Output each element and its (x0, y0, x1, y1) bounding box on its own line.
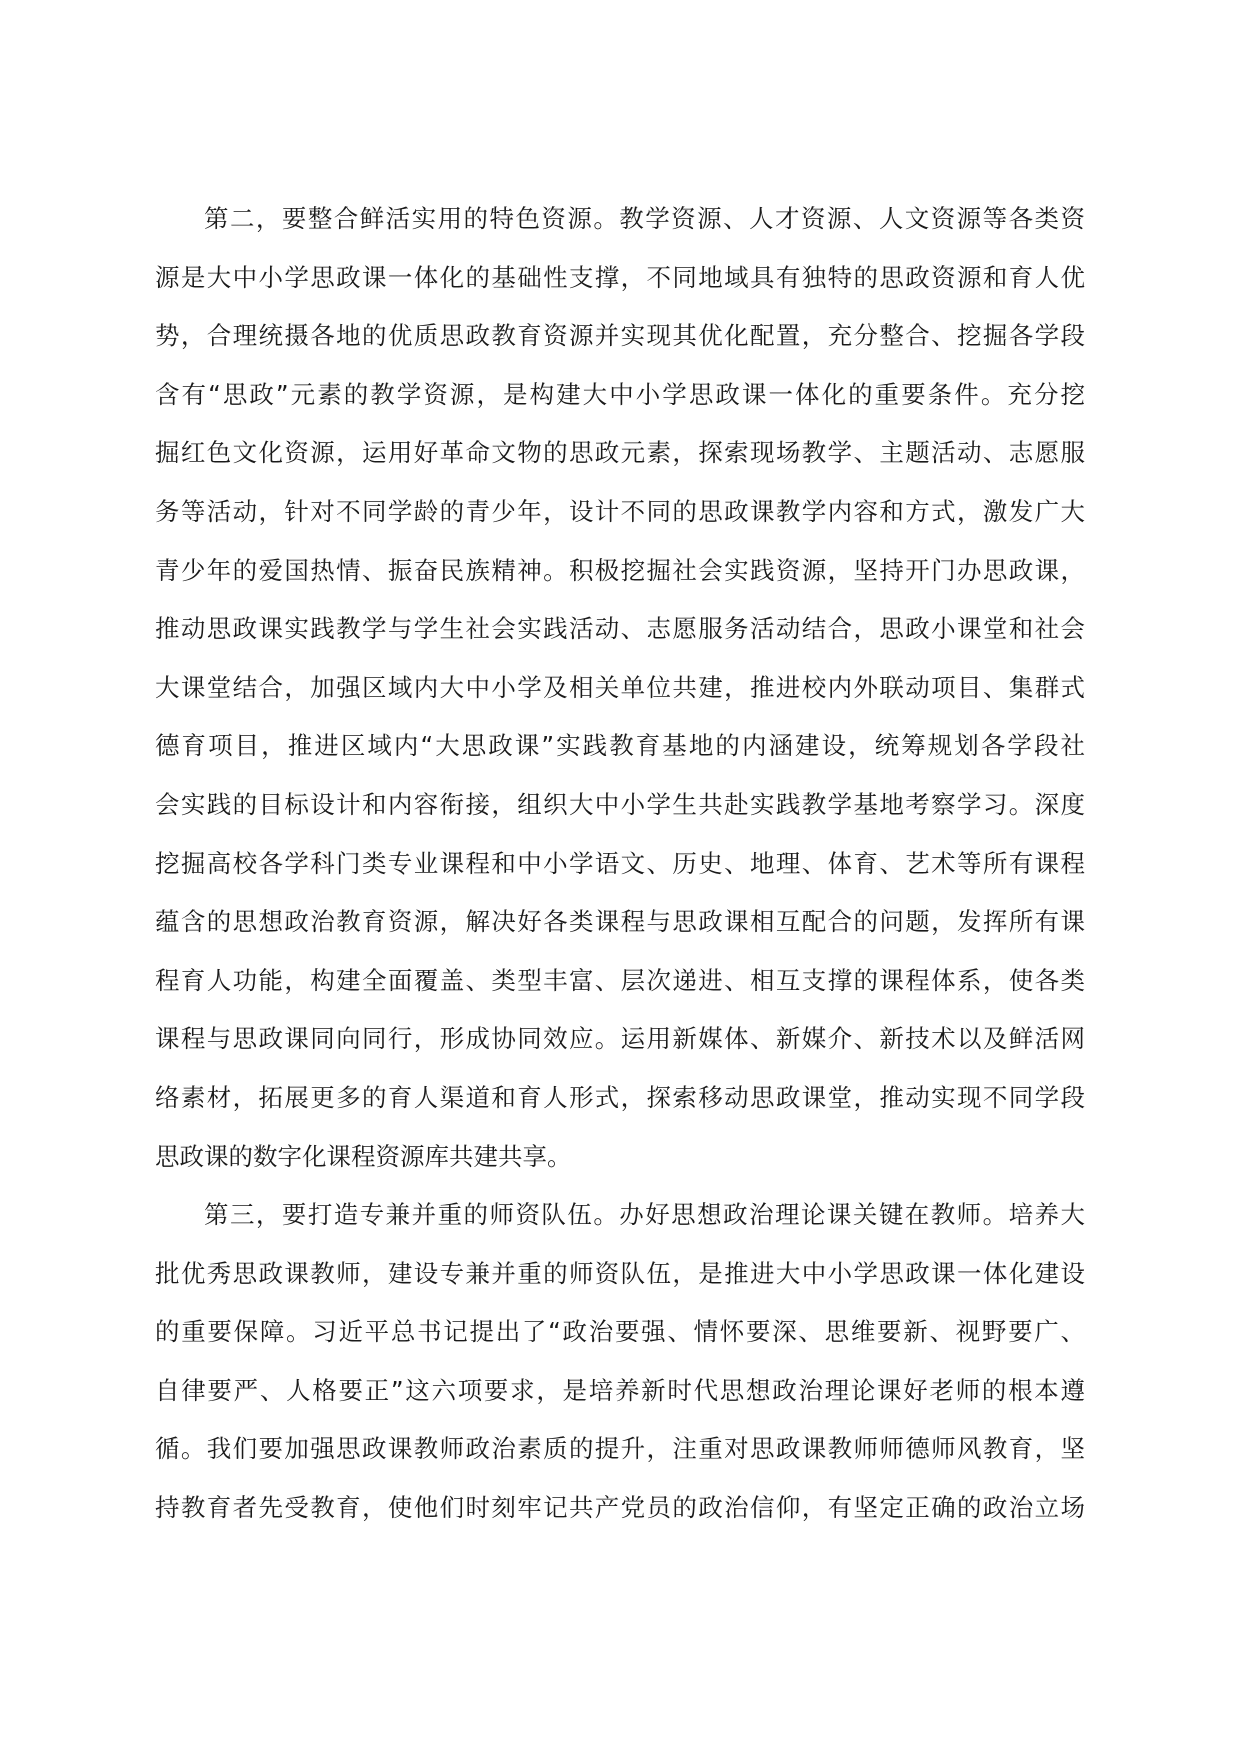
text-line: 源是大中小学思政课一体化的基础性支撑，不同地域具有独特的思政资源和育人优 (155, 262, 1085, 292)
paragraph-third (155, 1186, 1085, 1538)
text-line: 持教育者先受教育，使他们时刻牢记共产党员的政治信仰，有坚定正确的政治立场 (155, 1493, 1085, 1523)
text-line: 的重要保障。习近平总书记提出了“政治要强、情怀要深、思维要新、视野要广、 (155, 1317, 1085, 1347)
text-line: 循。我们要加强思政课教师政治素质的提升，注重对思政课教师师德师风教育，坚 (155, 1434, 1085, 1464)
text-line: 思政课的数字化课程资源库共建共享。 (155, 1141, 572, 1171)
text-line: 务等活动，针对不同学龄的青少年，设计不同的思政课教学内容和方式，激发广大 (155, 496, 1085, 526)
text-line: 课程与思政课同向同行，形成协同效应。运用新媒体、新媒介、新技术以及鲜活网 (155, 1024, 1085, 1054)
text-line: 含有“思政”元素的教学资源，是构建大中小学思政课一体化的重要条件。充分挖 (155, 379, 1085, 409)
text-line: 掘红色文化资源，运用好革命文物的思政元素，探索现场教学、主题活动、志愿服 (155, 438, 1085, 468)
text-line: 挖掘高校各学科门类专业课程和中小学语文、历史、地理、体育、艺术等所有课程 (155, 848, 1085, 878)
text-line: 大课堂结合，加强区域内大中小学及相关单位共建，推进校内外联动项目、集群式 (155, 672, 1085, 702)
text-line: 势，合理统摄各地的优质思政教育资源并实现其优化配置，充分整合、挖掘各学段 (155, 321, 1085, 351)
paragraph-second (155, 190, 1085, 1186)
text-line: 第二，要整合鲜活实用的特色资源。教学资源、人才资源、人文资源等各类资 (204, 204, 1085, 233)
text-line: 程育人功能，构建全面覆盖、类型丰富、层次递进、相互支撑的课程体系，使各类 (155, 965, 1085, 995)
text-line: 批优秀思政课教师，建设专兼并重的师资队伍，是推进大中小学思政课一体化建设 (155, 1258, 1085, 1288)
text-line: 推动思政课实践教学与学生社会实践活动、志愿服务活动结合，思政小课堂和社会 (155, 614, 1085, 644)
text-line: 第三，要打造专兼并重的师资队伍。办好思想政治理论课关键在教师。培养大 (204, 1200, 1085, 1230)
text-line: 会实践的目标设计和内容衔接，组织大中小学生共赴实践教学基地考察学习。深度 (155, 789, 1085, 819)
text-line: 络素材，拓展更多的育人渠道和育人形式，探索移动思政课堂，推动实现不同学段 (155, 1082, 1085, 1112)
text-line: 青少年的爱国热情、振奋民族精神。积极挖掘社会实践资源，坚持开门办思政课， (155, 555, 1085, 585)
text-line: 自律要严、人格要正”这六项要求，是培养新时代思想政治理论课好老师的根本遵 (155, 1375, 1085, 1405)
text-line: 德育项目，推进区域内“大思政课”实践教育基地的内涵建设，统筹规划各学段社 (155, 731, 1085, 761)
document-body (155, 190, 1085, 1538)
text-line: 蕴含的思想政治教育资源，解决好各类课程与思政课相互配合的问题，发挥所有课 (155, 907, 1085, 937)
